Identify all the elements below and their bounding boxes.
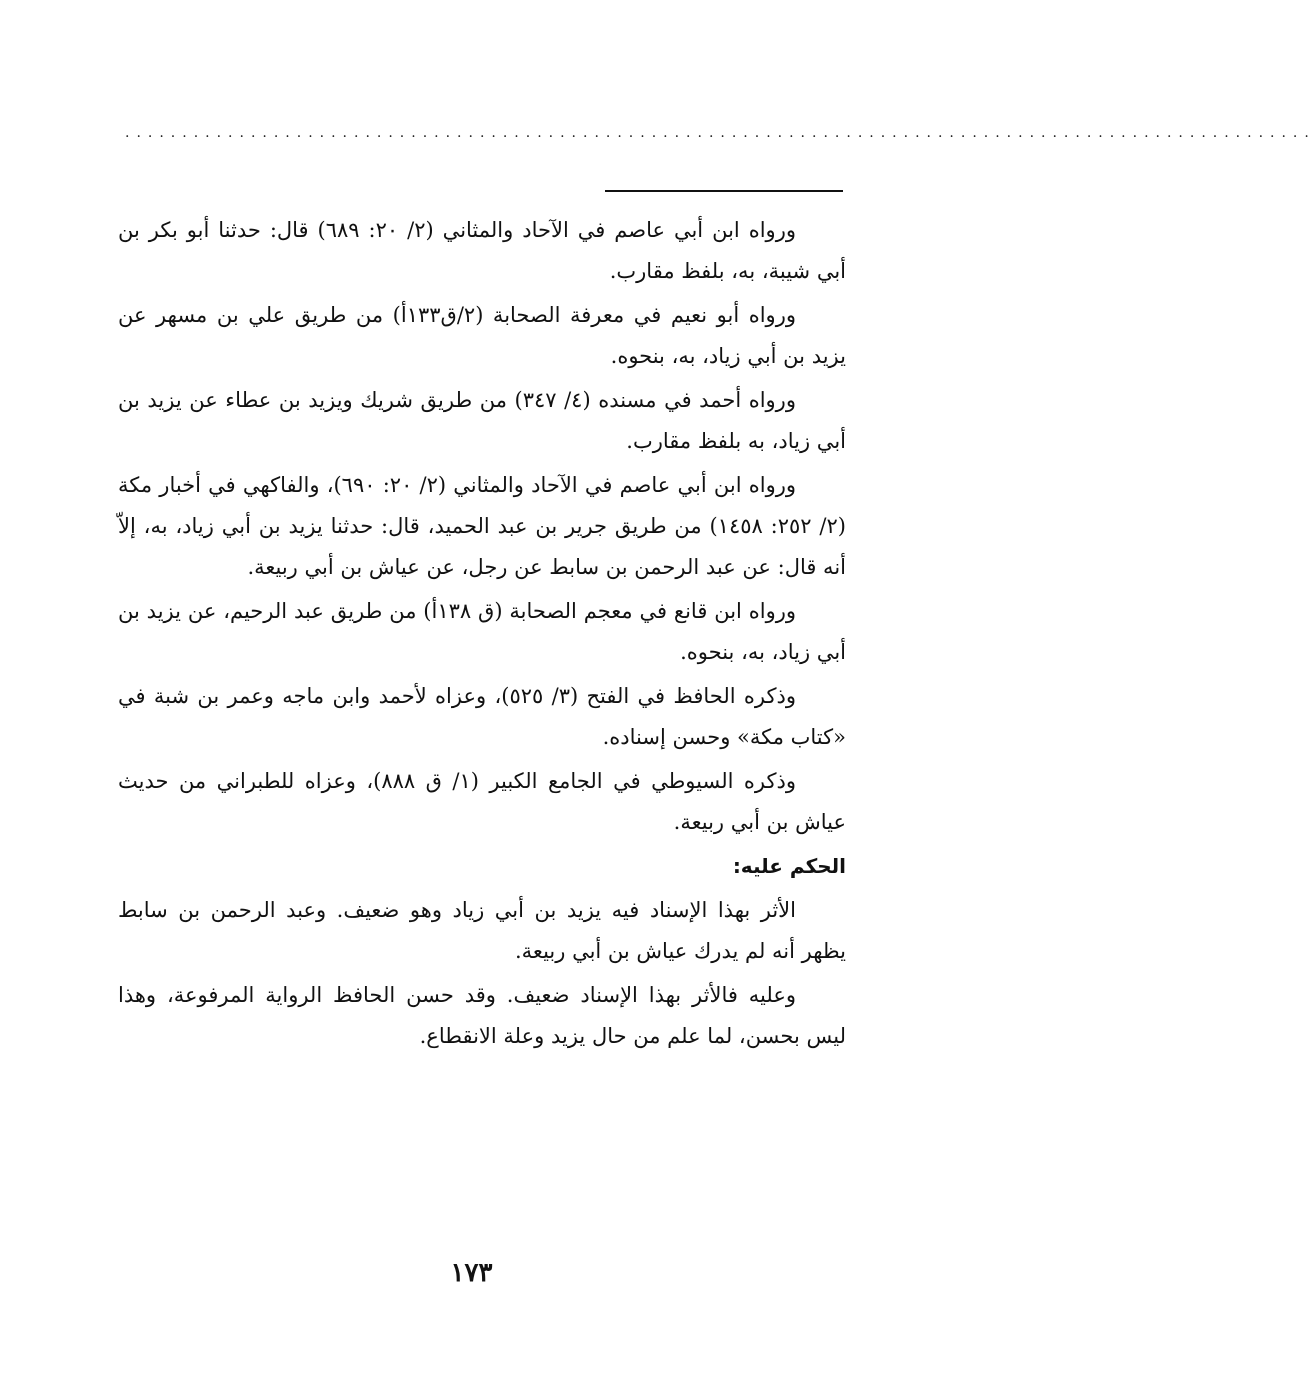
paragraph-4: ورواه ابن أبي عاصم في الآحاد والمثاني (٢/ ٢٠: ٦٩٠)، والفاكهي في أخبار مكة (٢/ ٢٥٢: ١٤٥٨) من طريق جرير بن عبد الحميد، قال: حدثنا يزيد بن أبي زياد، به، إلاّ أنه قال: عن عبد الرحمن بن سابط عن رجل، عن عياش بن أبي ربيعة.	[118, 473, 846, 579]
page-body	[118, 210, 846, 1060]
footnote-separator	[605, 190, 843, 192]
paragraph-6: وذكره الحافظ في الفتح (٣/ ٥٢٥)، وعزاه لأحمد وابن ماجه وعمر بن شبة في «كتاب مكة» وحسن إسناده.	[118, 684, 846, 749]
ruling-heading: الحكم عليه:	[732, 854, 846, 878]
paragraph-1: ورواه ابن أبي عاصم في الآحاد والمثاني (٢/ ٢٠: ٦٨٩) قال: حدثنا أبو بكر بن أبي شيبة، به، بلفظ مقارب.	[118, 218, 846, 283]
ruling-paragraph-1: الأثر بهذا الإسناد فيه يزيد بن أبي زياد وهو ضعيف. وعبد الرحمن بن سابط يظهر أنه لم يدرك عياش بن أبي ربيعة.	[118, 898, 846, 963]
paragraph-7: وذكره السيوطي في الجامع الكبير (١/ ق ٨٨٨)، وعزاه للطبراني من حديث عياش بن أبي ربيعة.	[118, 769, 846, 834]
paragraph-5: ورواه ابن قانع في معجم الصحابة (ق ١٣٨أ) من طريق عبد الرحيم، عن يزيد بن أبي زياد، به، بنحوه.	[118, 599, 846, 664]
page-number: ١٧٣	[450, 1258, 493, 1288]
paragraph-3: ورواه أحمد في مسنده (٤/ ٣٤٧) من طريق شريك ويزيد بن عطاء عن يزيد بن أبي زياد، به بلفظ مقارب.	[118, 388, 846, 453]
header-dotted-line: ........................................................................................................	[125, 125, 1316, 141]
ruling-paragraph-2: وعليه فالأثر بهذا الإسناد ضعيف. وقد حسن الحافظ الرواية المرفوعة، وهذا ليس بحسن، لما علم من حال يزيد وعلة الانقطاع.	[118, 983, 846, 1048]
paragraph-2: ورواه أبو نعيم في معرفة الصحابة (٢/ق١٣٣أ) من طريق علي بن مسهر عن يزيد بن أبي زياد، به، بنحوه.	[118, 303, 846, 368]
